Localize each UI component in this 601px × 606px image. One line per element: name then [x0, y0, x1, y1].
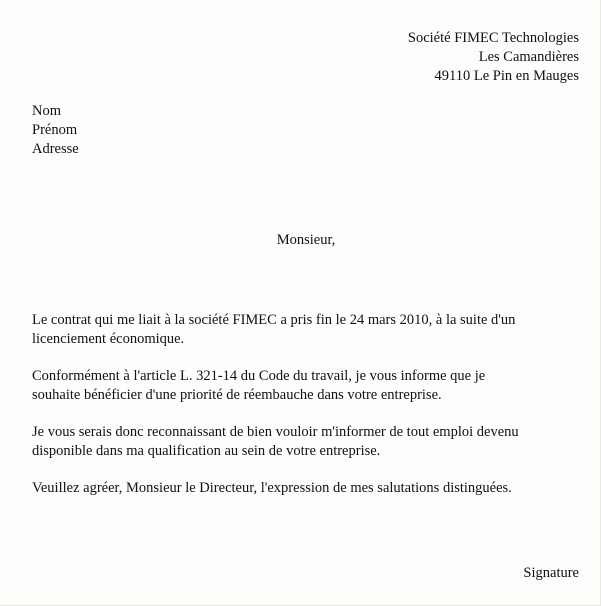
sender-name: Nom: [32, 103, 61, 119]
sender-address: Adresse: [32, 141, 79, 157]
paragraph-line: disponible dans ma qualification au sein de votre entreprise.: [32, 443, 381, 459]
letter-body: [32, 311, 582, 516]
recipient-company: Société FIMEC Technologies: [407, 30, 579, 46]
paragraph-line: Je vous serais donc reconnaissant de bien vouloir m'informer de tout emploi devenu: [32, 424, 519, 440]
sender-firstname: Prénom: [32, 122, 78, 138]
paragraph-line: licenciement économique.: [32, 331, 185, 347]
paragraph-closing: [32, 479, 582, 498]
paragraph-line: Veuillez agréer, Monsieur le Directeur, l'expression de mes salutations distinguées.: [32, 480, 512, 496]
paragraph-line: Conformément à l'article L. 321-14 du Code du travail, je vous informe que je: [32, 368, 486, 384]
paragraph-termination: [32, 311, 582, 349]
recipient-street: Les Camandières: [478, 49, 579, 65]
signature: Signature: [523, 565, 579, 581]
sender-address-block: [32, 102, 79, 159]
recipient-address-block: [408, 29, 579, 86]
recipient-city: 49110 Le Pin en Mauges: [434, 68, 579, 84]
salutation: Monsieur,: [276, 232, 336, 248]
paragraph-line: souhaite bénéficier d'une priorité de réembauche dans votre entreprise.: [32, 387, 442, 403]
paragraph-rehiring-priority: [32, 367, 582, 405]
paragraph-line: Le contrat qui me liait à la société FIMEC a pris fin le 24 mars 2010, à la suite d'un: [32, 312, 516, 328]
paragraph-request: [32, 423, 582, 461]
